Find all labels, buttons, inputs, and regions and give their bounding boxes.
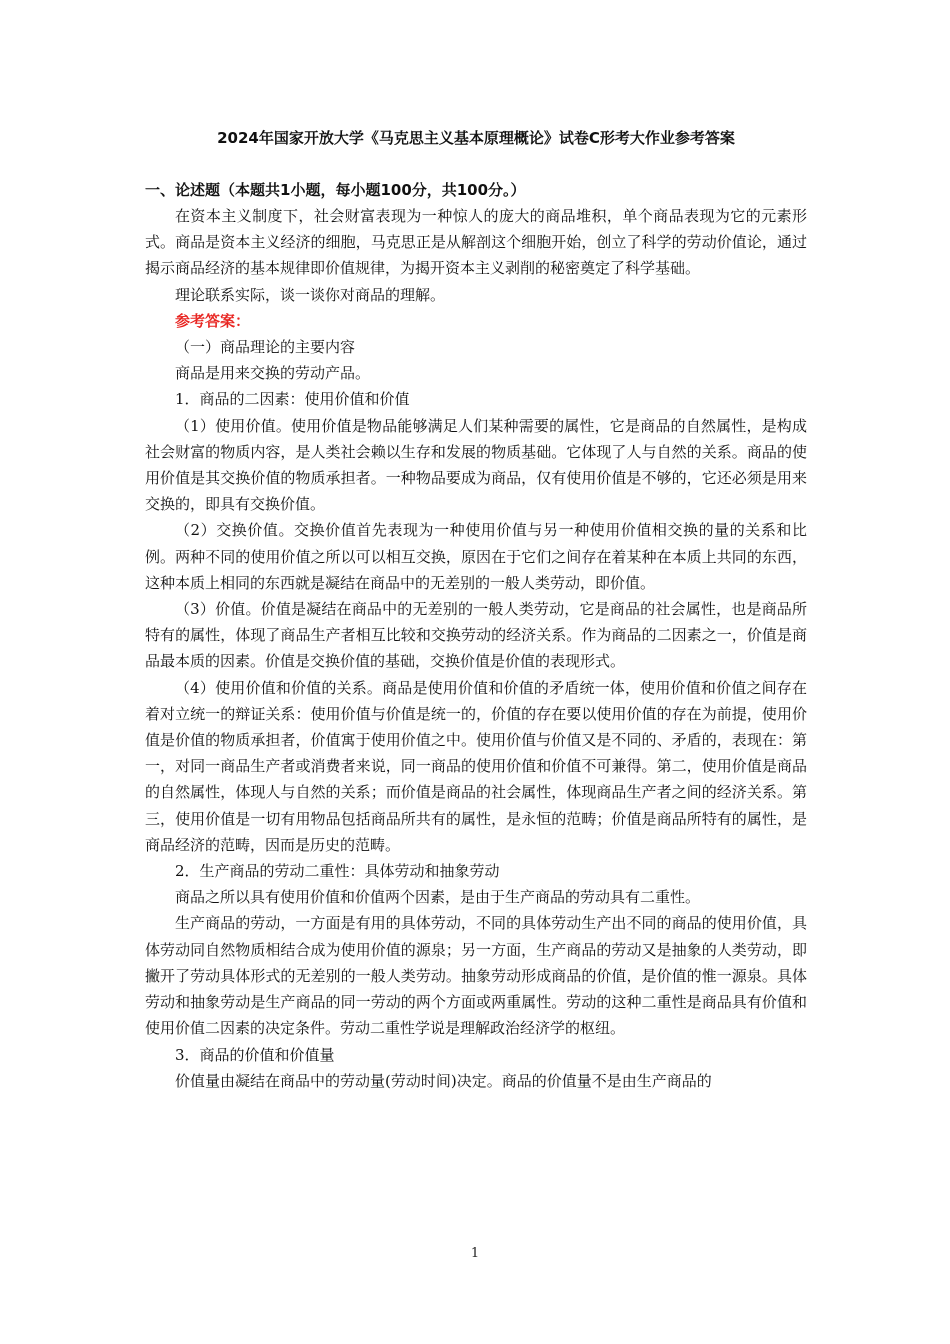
- answer-label: 参考答案：: [175, 311, 251, 330]
- page-content: [145, 125, 807, 1094]
- section-heading: 一、论述题（本题共1小题，每小题100分，共100分。）: [145, 181, 526, 199]
- commodity-definition: 商品是用来交换的劳动产品。: [175, 364, 371, 383]
- paragraph-relation: （4）使用价值和价值的关系。商品是使用价值和价值的矛盾统一体，使用价值和价值之间存在着对立统一的辩证关系：使用价值与价值是统一的，价值的存在要以使用价值的存在为前提，使用价值是价值的物质承担者，价值寓于使用价值之中。使用价值与价值又是不同的、矛盾的，表现在：第一，对同一商品生产者或消费者来说，同一商品的使用价值和价值不可兼得。第二，使用价值是商品的自然属性，体现人与自然的关系；而价值是商品的社会属性，体现商品生产者之间的经济关系。第三，使用价值是一切有用物品包括商品所共有的属性，是永恒的范畴；价值是商品所特有的属性，是商品经济的范畴，因而是历史的范畴。: [145, 678, 807, 854]
- page-number: 1: [470, 1246, 480, 1261]
- question-prompt: 理论联系实际，谈一谈你对商品的理解。: [175, 285, 446, 304]
- document-title: 2024年国家开放大学《马克思主义基本原理概论》试卷C形考大作业参考答案: [217, 129, 735, 147]
- subheading-two-factors: 1．商品的二因素：使用价值和价值: [175, 390, 410, 409]
- paragraph-exchange-value: （2）交换价值。交换价值首先表现为一种使用价值与另一种使用价值相交换的量的关系和比例。两种不同的使用价值之所以可以相互交换，原因在于它们之间存在着某种在本质上共同的东西，这种本质上相同的东西就是凝结在商品中的无差别的一般人类劳动，即价值。: [145, 521, 807, 592]
- question-paragraph: 在资本主义制度下，社会财富表现为一种惊人的庞大的商品堆积，单个商品表现为它的元素形式。商品是资本主义经济的细胞，马克思正是从解剖这个细胞开始，创立了科学的劳动价值论，通过揭示商品经济的基本规律即价值规律，为揭开资本主义剥削的秘密奠定了科学基础。: [145, 207, 807, 278]
- paragraph-dual-labor-detail: 生产商品的劳动，一方面是有用的具体劳动，不同的具体劳动生产出不同的商品的使用价值，具体劳动同自然物质相结合成为使用价值的源泉；另一方面，生产商品的劳动又是抽象的人类劳动，即撇开了劳动具体形式的无差别的一般人类劳动。抽象劳动形成商品的价值，是价值的惟一源泉。具体劳动和抽象劳动是生产商品的同一劳动的两个方面或两重属性。劳动的这种二重性是商品具有价值和使用价值二因素的决定条件。劳动二重性学说是理解政治经济学的枢纽。: [145, 914, 807, 1038]
- paragraph-dual-labor-intro: 商品之所以具有使用价值和价值两个因素，是由于生产商品的劳动具有二重性。: [175, 888, 701, 907]
- subheading-dual-labor: 2．生产商品的劳动二重性：具体劳动和抽象劳动: [175, 862, 500, 881]
- answer-part1-heading: （一）商品理论的主要内容: [175, 338, 356, 357]
- subheading-value-magnitude: 3．商品的价值和价值量: [175, 1045, 335, 1064]
- paragraph-value-magnitude: 价值量由凝结在商品中的劳动量(劳动时间)决定。商品的价值量不是由生产商品的: [175, 1071, 712, 1090]
- paragraph-value: （3）价值。价值是凝结在商品中的无差别的一般人类劳动，它是商品的社会属性，也是商品所特有的属性，体现了商品生产者相互比较和交换劳动的经济关系。作为商品的二因素之一，价值是商品最本质的因素。价值是交换价值的基础，交换价值是价值的表现形式。: [145, 600, 807, 671]
- paragraph-use-value: （1）使用价值。使用价值是物品能够满足人们某种需要的属性，它是商品的自然属性，是构成社会财富的物质内容，是人类社会赖以生存和发展的物质基础。它体现了人与自然的关系。商品的使用价值是其交换价值的物质承担者。一种物品要成为商品，仅有使用价值是不够的，它还必须是用来交换的，即具有交换价值。: [145, 416, 807, 514]
